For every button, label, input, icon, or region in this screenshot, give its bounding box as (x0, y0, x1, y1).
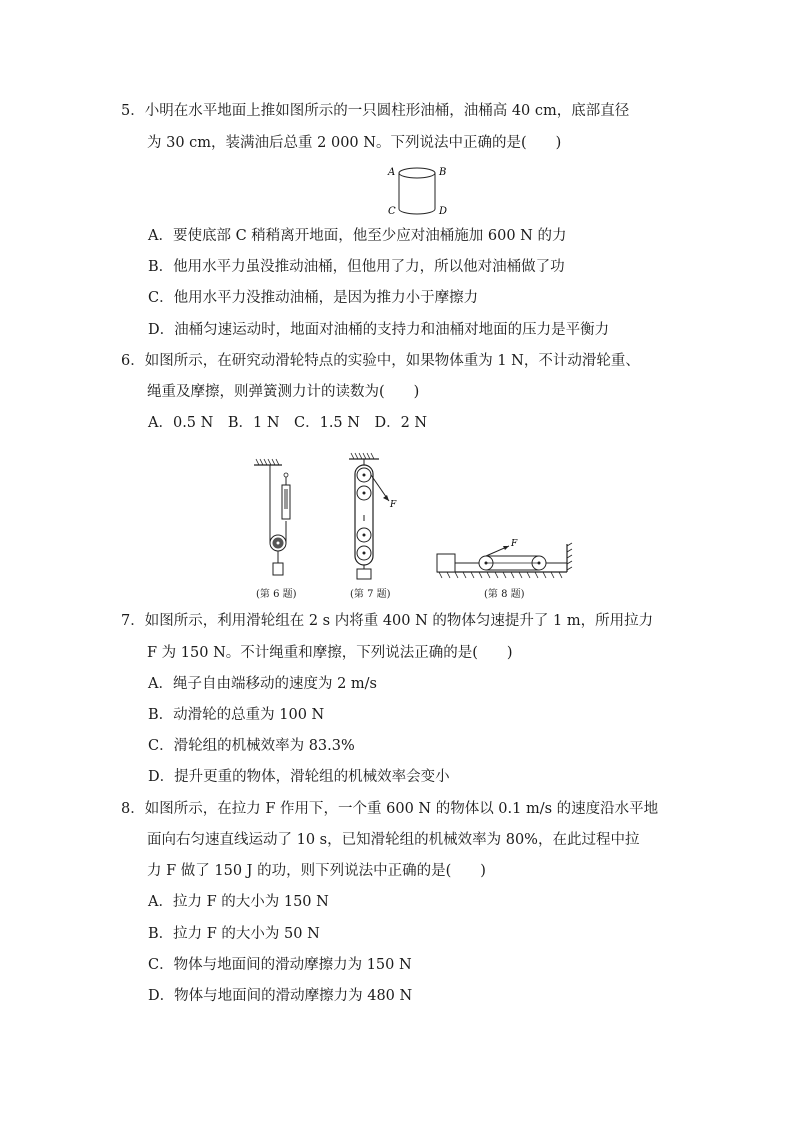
fig8-caption: (第 8 题) (484, 589, 525, 600)
q6-stem-line1: 6．如图所示，在研究动滑轮特点的实验中，如果物体重为 1 N，不计动滑轮重、 (121, 353, 640, 369)
q5-label-b: B (439, 167, 447, 178)
q5-label-c: C (388, 206, 396, 217)
q7-option-d: D．提升更重的物体，滑轮组的机械效率会变小 (148, 769, 450, 785)
q7-option-b: B．动滑轮的总重为 100 N (148, 707, 325, 723)
q7-option-a: A．绳子自由端移动的速度为 2 m/s (148, 676, 377, 692)
fig7-weight (357, 569, 371, 579)
fig7-force-label: F (390, 500, 397, 510)
q5-option-c: C．他用水平力没推动油桶，是因为推力小于摩擦力 (148, 290, 479, 306)
q8-option-b: B．拉力 F 的大小为 50 N (148, 926, 320, 942)
q5-stem-line2: 为 30 cm，装满油后总重 2 000 N。下列说法中正确的是( ) (147, 135, 562, 151)
q5-option-a: A．要使底部 C 稍稍离开地面，他至少应对油桶施加 600 N 的力 (148, 228, 567, 244)
fig7-caption: (第 7 题) (350, 589, 391, 600)
fig6-weight (273, 563, 283, 575)
q8-stem-line3: 力 F 做了 150 J 的功，则下列说法中正确的是( ) (147, 863, 486, 879)
fig6-movable-pulley (250, 455, 310, 579)
q5-label-a: A (388, 167, 396, 178)
fig8-horizontal-pulley (433, 536, 573, 580)
q7-option-c: C．滑轮组的机械效率为 83.3% (148, 738, 355, 754)
q8-option-a: A．拉力 F 的大小为 150 N (148, 894, 329, 910)
q5-oil-barrel-figure (386, 162, 454, 220)
q7-stem-line2: F 为 150 N。不计绳重和摩擦，下列说法正确的是( ) (147, 645, 513, 661)
fig7-pulley-block (343, 451, 405, 581)
q8-option-c: C．物体与地面间的滑动摩擦力为 150 N (148, 957, 412, 973)
q6-stem-line2: 绳重及摩擦，则弹簧测力计的读数为( ) (147, 384, 420, 400)
fig8-block (437, 554, 455, 572)
q5-label-d: D (439, 206, 448, 217)
q8-stem-line2: 面向右匀速直线运动了 10 s，已知滑轮组的机械效率为 80%，在此过程中拉 (147, 832, 640, 848)
q7-stem-line1: 7．如图所示，利用滑轮组在 2 s 内将重 400 N 的物体匀速提升了 1 m，所用拉力 (121, 613, 654, 629)
fig8-force-label: F (511, 539, 518, 549)
q6-options: A．0.5 N B．1 N C．1.5 N D．2 N (148, 415, 428, 431)
q8-option-d: D．物体与地面间的滑动摩擦力为 480 N (148, 988, 413, 1004)
q8-stem-line1: 8．如图所示，在拉力 F 作用下，一个重 600 N 的物体以 0.1 m/s 的速度沿水平地 (121, 801, 659, 817)
q5-option-b: B．他用水平力虽没推动油桶，但他用了力，所以他对油桶做了功 (148, 259, 565, 275)
fig6-caption: (第 6 题) (256, 589, 297, 600)
q5-option-d: D．油桶匀速运动时，地面对油桶的支持力和油桶对地面的压力是平衡力 (148, 322, 610, 338)
q5-stem-line1: 5．小明在水平地面上推如图所示的一只圆柱形油桶，油桶高 40 cm，底部直径 (121, 103, 630, 119)
